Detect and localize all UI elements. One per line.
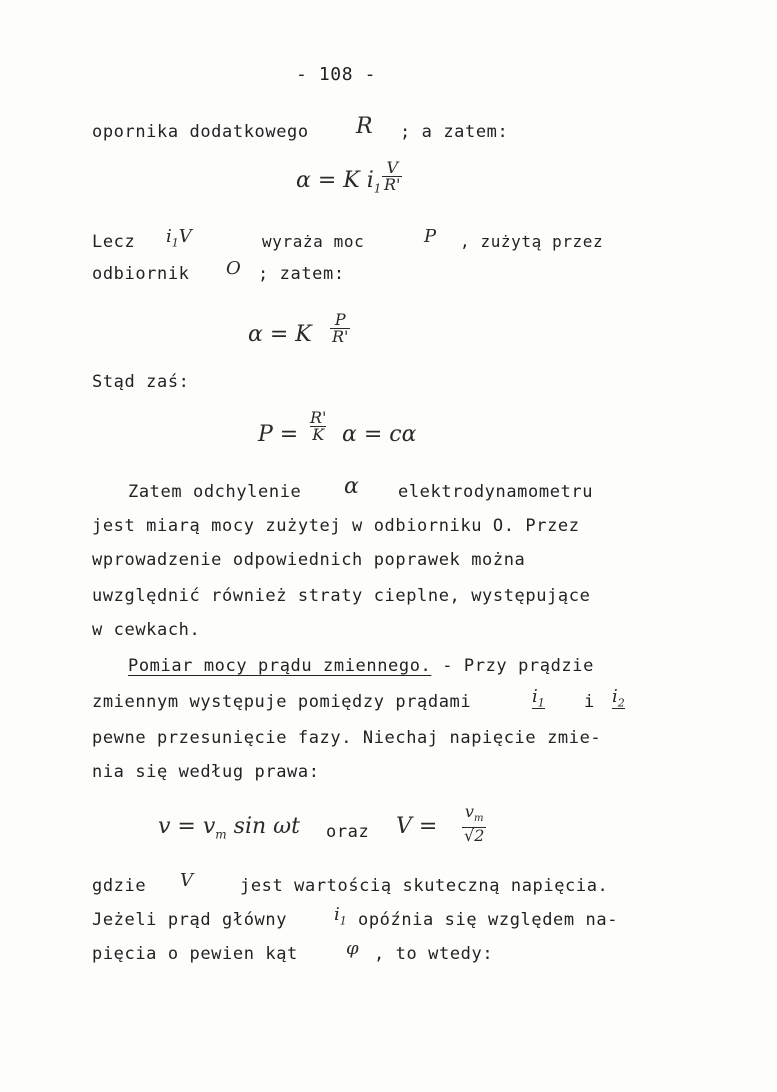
paragraph-1-line-1-b: elektrodynamometru [398,482,594,502]
paragraph-3-var-phi: φ [346,938,359,959]
line-3-a: odbiornik [92,264,190,284]
paragraph-1-line-2: jest miarą mocy zużytej w odbiorniku O. Przez [92,516,580,536]
line-2-var-p: P [424,226,437,247]
equation-4-rhs-lhs: V = [396,814,438,839]
line-2-vars [166,226,192,250]
paragraph-2-var-i1-sub: 1 [537,696,545,710]
paragraph-3-line-2-b: opóźnia się względem na- [358,910,619,930]
equation-4-numerator-sub: m [473,813,484,825]
equation-1-sub: 1 [373,181,382,196]
equation-2-denominator: R' [332,327,349,346]
equation-4-denominator: √2 [464,826,485,846]
paragraph-1-var-alpha: α [344,474,359,499]
paragraph-3-var-i1 [334,904,347,928]
paragraph-3-line-2-a: Jeżeli prąd główny [92,910,288,930]
line-2-a: Lecz [92,232,136,252]
equation-1-lhs [296,168,381,195]
paragraph-3-var-i1-text: i [334,904,340,925]
paragraph-1-line-3: wprowadzenie odpowiednich poprawek można [92,550,526,570]
equation-3-numerator: R' [310,408,327,427]
equation-4-fraction [462,804,486,844]
equation-4-lhs [158,814,300,841]
line-2-b: wyraża moc [262,232,365,251]
equation-1-fraction [382,160,402,193]
paragraph-2-line-1 [128,656,594,676]
paragraph-2-var-i2-box [612,686,625,709]
line-1-prefix: opornika dodatkowego [92,122,309,142]
paragraph-2-var-i1-text: i [532,686,538,707]
paragraph-2-and: i [584,692,595,712]
equation-4-sub: m [215,827,227,842]
line-2-var-v: V [178,226,192,247]
line-2-var-i-sub: 1 [171,236,179,250]
equation-1-lhs-text: α = K i [296,168,374,193]
paragraph-2-line-1-rest: - Przy prądzie [442,656,594,676]
equation-4-numerator [463,804,486,827]
paragraph-3-line-3-a: pięcia o pewien kąt [92,944,298,964]
equation-3-rhs: α = cα [342,422,417,447]
paragraph-2-line-4: nia się według prawa: [92,762,320,782]
line-1-var-r: R [356,114,373,139]
line-1-suffix: ; a zatem: [400,122,509,142]
equation-2-numerator: P [334,310,346,329]
line-2-c: , zużytą przez [460,232,604,251]
paragraph-3-line-1-b: jest wartością skuteczną napięcia. [240,876,609,896]
paragraph-3-var-i1-sub: 1 [339,914,347,928]
paragraph-3-var-v: V [180,870,193,891]
line-2-var-i: i [166,226,172,247]
section-heading: Pomiar mocy prądu zmiennego. [128,656,432,676]
equation-2-fraction [330,312,350,345]
paragraph-2-line-2-a: zmiennym występuje pomiędzy prądami [92,692,472,712]
paragraph-2-var-i2 [612,686,625,710]
equation-2-lhs: α = K [248,322,312,347]
equation-1-denominator: R' [384,175,401,194]
equation-3-lhs: P = [258,422,299,447]
paragraph-3-line-1-a: gdzie [92,876,147,896]
line-3-b: ; zatem: [258,264,345,284]
paragraph-1-line-4: uwzględnić również straty cieplne, występujące [92,586,591,606]
paragraph-1-line-5: w cewkach. [92,620,201,640]
equation-4-lhs-text: v = v [158,814,216,839]
paragraph-1-line-1-a: Zatem odchylenie [128,482,302,502]
equation-1-numerator: V [386,158,398,177]
equation-4-oraz: oraz [326,822,370,842]
paragraph-2-line-3: pewne przesunięcie fazy. Niechaj napięcie zmie- [92,728,602,748]
line-3-var-o: O [226,258,241,279]
line-4: Stąd zaś: [92,372,190,392]
equation-4-sin: sin ωt [233,814,300,839]
paragraph-2-var-i1-box [532,686,545,709]
page-number: - 108 - [296,64,377,85]
paragraph-3-line-3-b: , to wtedy: [374,944,494,964]
paragraph-2-var-i1 [532,686,545,710]
paragraph-2-var-i2-text: i [612,686,618,707]
equation-4-numerator-text: v [464,802,474,821]
equation-3-fraction [308,410,328,443]
equation-3-denominator: K [312,425,325,444]
paragraph-2-var-i2-sub: 2 [617,696,625,710]
